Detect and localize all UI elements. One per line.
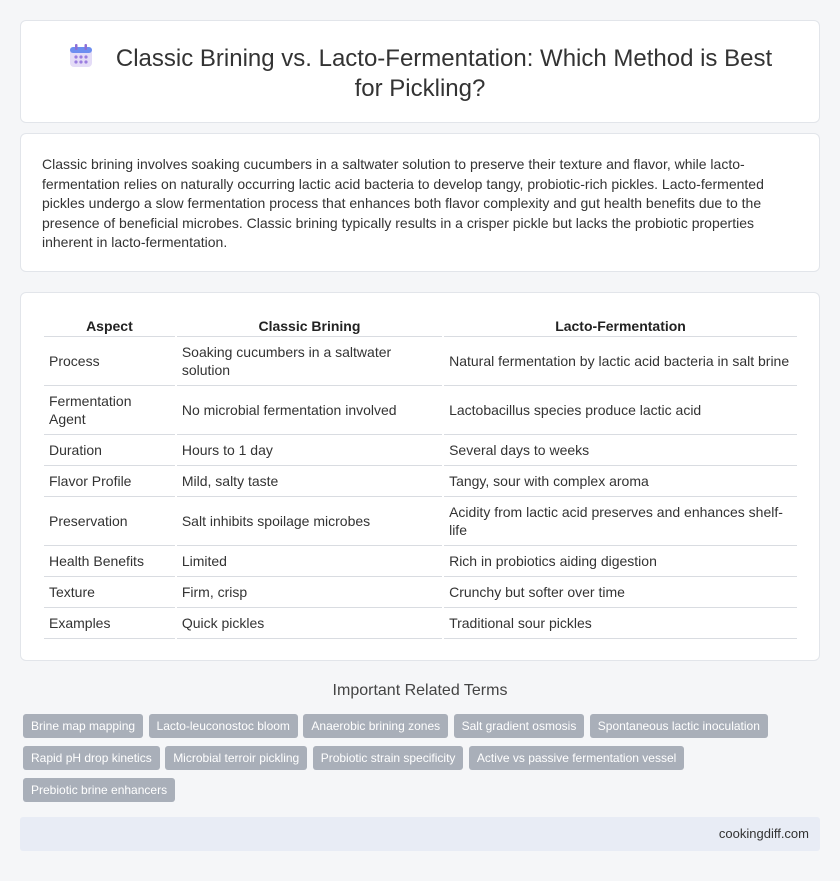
related-terms-title: Important Related Terms <box>332 682 508 699</box>
table-row <box>44 497 797 546</box>
page-title: Classic Brining vs. Lacto-Fermentation: Which Method is Best for Pickling? <box>115 45 773 102</box>
row-lacto: Tangy, sour with complex aroma <box>444 466 797 497</box>
row-classic: Salt inhibits spoilage microbes <box>177 497 442 546</box>
row-classic: Hours to 1 day <box>177 435 442 466</box>
related-term-tag[interactable]: Probiotic strain specificity <box>313 746 464 770</box>
row-aspect: Health Benefits <box>44 546 175 577</box>
row-lacto: Natural fermentation by lactic acid bacteria in salt brine <box>444 337 797 386</box>
row-classic: Mild, salty taste <box>177 466 442 497</box>
row-aspect: Texture <box>44 577 175 608</box>
table-row <box>44 608 797 639</box>
related-term-tag[interactable]: Brine map mapping <box>23 714 143 738</box>
row-lacto: Several days to weeks <box>444 435 797 466</box>
header-classic-brining: Classic Brining <box>177 317 442 337</box>
row-lacto: Traditional sour pickles <box>444 608 797 639</box>
row-lacto: Rich in probiotics aiding digestion <box>444 546 797 577</box>
table-row <box>44 577 797 608</box>
table-row <box>44 466 797 497</box>
footer <box>20 817 820 851</box>
row-aspect: Examples <box>44 608 175 639</box>
row-aspect: Duration <box>44 435 175 466</box>
row-aspect: Fermentation Agent <box>44 386 175 435</box>
table-header-row <box>44 317 797 337</box>
row-classic: No microbial fermentation involved <box>177 386 442 435</box>
row-aspect: Flavor Profile <box>44 466 175 497</box>
row-classic: Limited <box>177 546 442 577</box>
table-row <box>44 435 797 466</box>
row-classic: Quick pickles <box>177 608 442 639</box>
row-classic: Firm, crisp <box>177 577 442 608</box>
table-row <box>44 386 797 435</box>
header-lacto-fermentation: Lacto-Fermentation <box>444 317 797 337</box>
related-term-tag[interactable]: Active vs passive fermentation vessel <box>469 746 684 770</box>
calendar-icon <box>68 43 94 69</box>
comparison-card <box>20 292 820 661</box>
intro-card <box>20 133 820 272</box>
row-classic: Soaking cucumbers in a saltwater solution <box>177 337 442 386</box>
comparison-table <box>42 317 799 639</box>
related-term-tag[interactable]: Prebiotic brine enhancers <box>23 778 175 802</box>
row-lacto: Acidity from lactic acid preserves and enhances shelf-life <box>444 497 797 546</box>
table-row <box>44 546 797 577</box>
intro-paragraph: Classic brining involves soaking cucumbers in a saltwater solution to preserve their texture and flavor, while lacto-fermentation relies on naturally occurring lactic acid bacteria to develop tangy, probiotic-rich pickles. Lacto-fermented pickles undergo a slow fermentation process that enhances both flavor complexity and gut health benefits due to the presence of beneficial microbes. Classic brining typically results in a crisper pickle but lacks the probiotic properties inherent in lacto-fermentation. <box>42 156 764 250</box>
header-aspect: Aspect <box>44 317 175 337</box>
table-row <box>44 337 797 386</box>
row-aspect: Preservation <box>44 497 175 546</box>
related-terms-list <box>23 714 813 810</box>
row-lacto: Crunchy but softer over time <box>444 577 797 608</box>
related-term-tag[interactable]: Microbial terroir pickling <box>165 746 307 770</box>
row-lacto: Lactobacillus species produce lactic acid <box>444 386 797 435</box>
related-term-tag[interactable]: Anaerobic brining zones <box>303 714 448 738</box>
related-term-tag[interactable]: Spontaneous lactic inoculation <box>590 714 768 738</box>
page-title-wrap <box>21 43 819 104</box>
related-term-tag[interactable]: Salt gradient osmosis <box>454 714 585 738</box>
footer-site[interactable]: cookingdiff.com <box>718 826 809 841</box>
row-aspect: Process <box>44 337 175 386</box>
related-term-tag[interactable]: Rapid pH drop kinetics <box>23 746 160 770</box>
related-term-tag[interactable]: Lacto-leuconostoc bloom <box>149 714 298 738</box>
title-card <box>20 20 820 123</box>
